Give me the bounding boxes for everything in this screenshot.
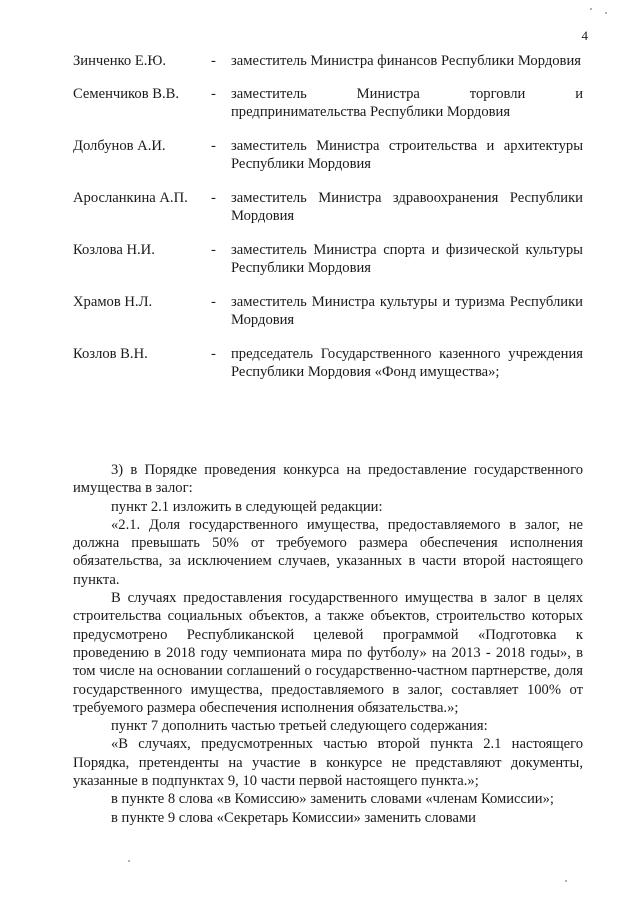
paragraph: В случаях предоставления государственного имущества в залог в целях строительства социальных объектов, а также объектов, строительство которых предусмотрено Республиканской целевой программой «Подготовка к проведению в 2018 году чемпионата мира по футболу» на 2013 - 2018 годы», в том числе на основании соглашений о государственно-частном партнерстве, доля государственного имущества, предоставляемого в залог, составляет 100% от требуемого размера обеспечения исполнения обязательства.»; bbox=[73, 590, 583, 716]
member-row bbox=[73, 241, 583, 277]
amendment-text bbox=[73, 461, 583, 827]
paragraph: 3) в Порядке проведения конкурса на предоставление государственного имущества в залог: bbox=[73, 462, 583, 497]
member-role: заместитель Министра строительства и архитектуры Республики Мордовия bbox=[231, 138, 583, 172]
paragraph: пункт 7 дополнить частью третьей следующего содержания: bbox=[111, 718, 488, 735]
member-name: Долбунов А.И. bbox=[73, 138, 166, 154]
member-role: заместитель Министра культуры и туризма Республики Мордовия bbox=[231, 294, 583, 328]
member-name: Зинченко Е.Ю. bbox=[73, 53, 167, 69]
member-dash: - bbox=[211, 190, 216, 206]
member-row bbox=[73, 85, 583, 121]
scan-speck bbox=[605, 12, 607, 14]
member-name: Козлова Н.И. bbox=[73, 242, 155, 258]
member-role: заместитель Министра здравоохранения Республики Мордовия bbox=[231, 190, 583, 224]
member-dash: - bbox=[211, 242, 216, 258]
member-name: Храмов Н.Л. bbox=[73, 294, 153, 310]
member-dash: - bbox=[211, 53, 216, 69]
member-row bbox=[73, 137, 583, 173]
member-row bbox=[73, 189, 583, 225]
paragraph: «2.1. Доля государственного имущества, предоставляемого в залог, не должна превышать 50% от требуемого размера обеспечения исполнения обязательства, за исключением случаев, указанных в части второй настоящего пункта. bbox=[73, 516, 583, 588]
member-row bbox=[73, 345, 583, 381]
member-row bbox=[73, 52, 583, 70]
member-dash: - bbox=[211, 294, 216, 310]
member-name: Семенчиков В.В. bbox=[73, 86, 180, 102]
member-row bbox=[73, 293, 583, 329]
paragraph: пункт 2.1 изложить в следующей редакции: bbox=[111, 498, 383, 515]
member-role: заместитель Министра спорта и физической культуры Республики Мордовия bbox=[231, 242, 583, 276]
paragraph: в пункте 9 слова «Секретарь Комиссии» заменить словами bbox=[111, 809, 476, 826]
member-dash: - bbox=[211, 346, 216, 362]
member-name: Козлов В.Н. bbox=[73, 346, 148, 362]
member-name: Аросланкина А.П. bbox=[73, 190, 188, 206]
member-role: председатель Государственного казенного учреждения Республики Мордовия «Фонд имущества»; bbox=[231, 346, 583, 380]
scan-speck bbox=[590, 8, 592, 10]
member-role: заместитель Министра финансов Республики Мордовия bbox=[231, 53, 581, 69]
scan-speck bbox=[128, 860, 130, 862]
paragraph: в пункте 8 слова «в Комиссию» заменить словами «членам Комиссии»; bbox=[111, 791, 554, 808]
paragraph: «В случаях, предусмотренных частью второй пункта 2.1 настоящего Порядка, претенденты на участие в конкурсе не представляют документы, указанные в подпунктах 9, 10 части первой настоящего пункта.»; bbox=[73, 736, 583, 790]
member-dash: - bbox=[211, 138, 216, 154]
commission-members-list bbox=[73, 52, 583, 397]
scan-speck bbox=[565, 880, 567, 882]
member-role: заместитель Министра торговли и предпринимательства Республики Мордовия bbox=[231, 86, 583, 120]
member-dash: - bbox=[211, 86, 216, 102]
page-number: 4 bbox=[581, 28, 588, 43]
